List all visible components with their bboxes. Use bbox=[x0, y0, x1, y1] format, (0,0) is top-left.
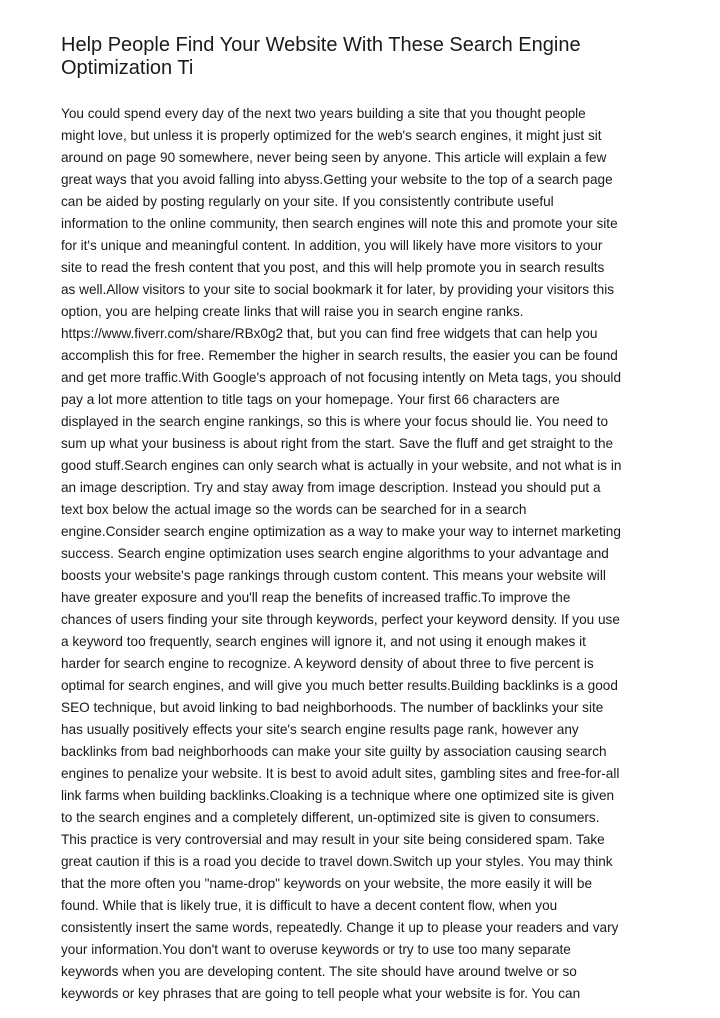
body-line: consistently insert the same words, repeatedly. Change it up to please your readers and vary bbox=[61, 920, 619, 935]
title-line-1: Help People Find Your Website With These Search Engine bbox=[61, 34, 581, 56]
body-line: option, you are helping create links that will raise you in search engine ranks. bbox=[61, 304, 524, 319]
body-line: You could spend every day of the next two years building a site that you thought people bbox=[61, 106, 586, 121]
body-line: might love, but unless it is properly optimized for the web's search engines, it might just sit bbox=[61, 128, 602, 143]
article-body bbox=[61, 103, 666, 1005]
body-line: that the more often you "name-drop" keywords on your website, the more easily it will be bbox=[61, 876, 592, 891]
body-line: information to the online community, then search engines will note this and promote your site bbox=[61, 216, 618, 231]
body-line: chances of users finding your site through keywords, perfect your keyword density. If you use bbox=[61, 612, 620, 627]
body-line: displayed in the search engine rankings, so this is where your focus should lie. You need to bbox=[61, 414, 609, 429]
body-line: https://www.fiverr.com/share/RBx0g2 that, but you can find free widgets that can help you bbox=[61, 326, 598, 341]
body-line: around on page 90 somewhere, never being seen by anyone. This article will explain a few bbox=[61, 150, 607, 165]
body-line: backlinks from bad neighborhoods can make your site guilty by association causing search bbox=[61, 744, 607, 759]
body-line: and get more traffic.With Google's approach of not focusing intently on Meta tags, you should bbox=[61, 370, 622, 385]
body-line: pay a lot more attention to title tags on your homepage. Your first 66 characters are bbox=[61, 392, 560, 407]
body-line: text box below the actual image so the words can be searched for in a search bbox=[61, 502, 527, 517]
title-line-2: Optimization Ti bbox=[61, 57, 194, 79]
body-line: great ways that you avoid falling into abyss.Getting your website to the top of a search page bbox=[61, 172, 613, 187]
body-line: your information.You don't want to overuse keywords or try to use too many separate bbox=[61, 942, 571, 957]
body-line: SEO technique, but avoid linking to bad neighborhoods. The number of backlinks your site bbox=[61, 700, 604, 715]
body-line: great caution if this is a road you decide to travel down.Switch up your styles. You may think bbox=[61, 854, 613, 869]
body-line: boosts your website's page rankings through custom content. This means your website will bbox=[61, 568, 606, 583]
body-line: a keyword too frequently, search engines will ignore it, and not using it enough makes it bbox=[61, 634, 586, 649]
body-line: site to read the fresh content that you post, and this will help promote you in search results bbox=[61, 260, 605, 275]
body-line: good stuff.Search engines can only search what is actually in your website, and not what is in bbox=[61, 458, 622, 473]
body-line: link farms when building backlinks.Cloaking is a technique where one optimized site is given bbox=[61, 788, 615, 803]
document-title bbox=[61, 34, 671, 80]
body-line: harder for search engine to recognize. A keyword density of about three to five percent is bbox=[61, 656, 594, 671]
body-line: optimal for search engines, and will give you much better results.Building backlinks is a good bbox=[61, 678, 618, 693]
body-line: keywords when you are developing content. The site should have around twelve or so bbox=[61, 964, 577, 979]
body-line: as well.Allow visitors to your site to social bookmark it for later, by providing your visitors this bbox=[61, 282, 615, 297]
body-line: found. While that is likely true, it is difficult to have a decent content flow, when you bbox=[61, 898, 558, 913]
body-line: engine.Consider search engine optimization as a way to make your way to internet marketing bbox=[61, 524, 621, 539]
body-line: an image description. Try and stay away from image description. Instead you should put a bbox=[61, 480, 601, 495]
body-line: engines to penalize your website. It is best to avoid adult sites, gambling sites and free-for-all bbox=[61, 766, 620, 781]
body-line: accomplish this for free. Remember the higher in search results, the easier you can be found bbox=[61, 348, 618, 363]
body-line: keywords or key phrases that are going to tell people what your website is for. You can bbox=[61, 986, 581, 1001]
body-line: can be aided by posting regularly on your site. If you consistently contribute useful bbox=[61, 194, 554, 209]
body-line: sum up what your business is about right from the start. Save the fluff and get straight to the bbox=[61, 436, 614, 451]
body-line: to the search engines and a completely different, un-optimized site is given to consumers. bbox=[61, 810, 600, 825]
body-line: This practice is very controversial and may result in your site being considered spam. Take bbox=[61, 832, 605, 847]
body-line: success. Search engine optimization uses search engine algorithms to your advantage and bbox=[61, 546, 609, 561]
body-line: for it's unique and meaningful content. In addition, you will likely have more visitors to your bbox=[61, 238, 603, 253]
body-line: has usually positively effects your site's search engine results page rank, however any bbox=[61, 722, 579, 737]
body-line: have greater exposure and you'll reap the benefits of increased traffic.To improve the bbox=[61, 590, 571, 605]
